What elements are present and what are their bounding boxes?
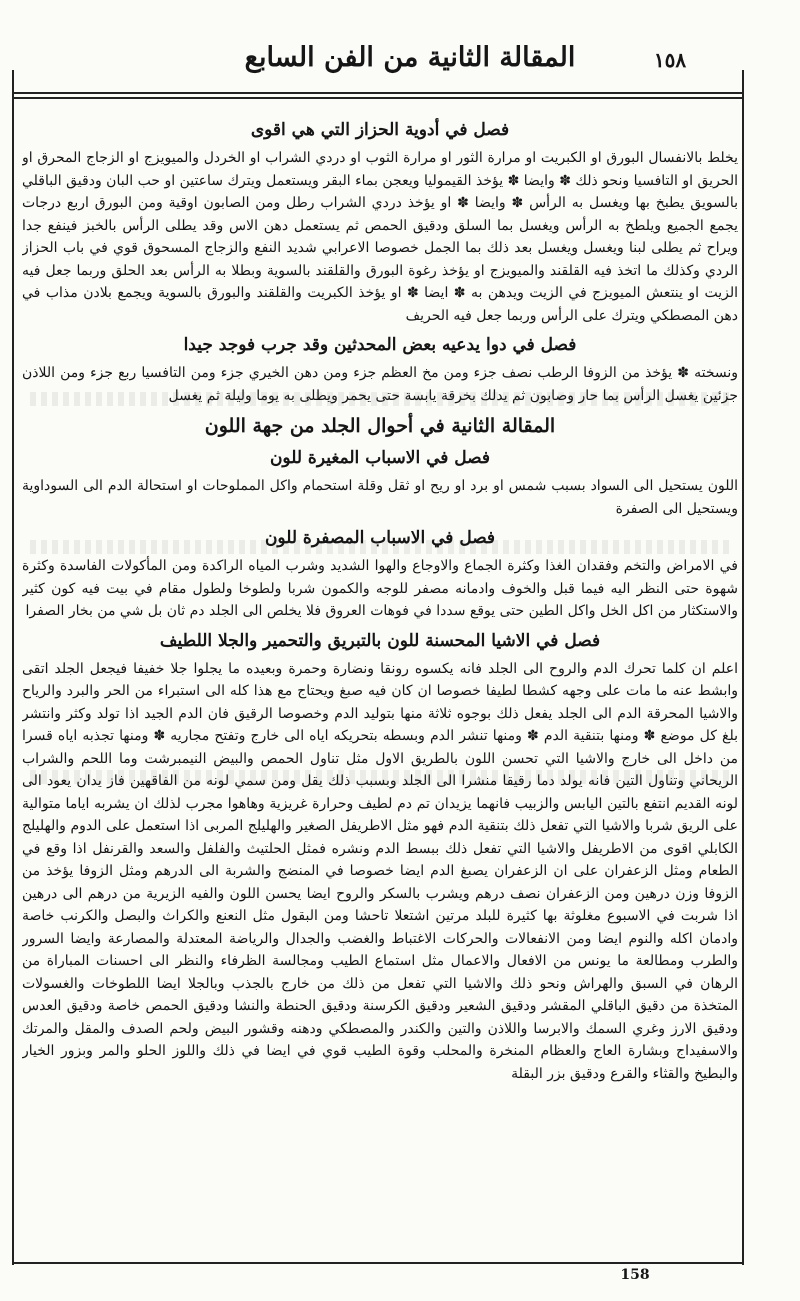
section-paragraph: ونسخته ✽ يؤخذ من الزوفا الرطب نصف جزء ومن مخ العظم جزء ومن دهن الخيري جزء ومن التافسيا ربع جزء ومن اللاذن جزئين يغسل الرأس بما حار وصابون ثم يدلك بخرقة يابسة حتى يحمر ويطلى به يوما وليلة ثم يغسل <box>22 365 738 404</box>
chapter-heading: المقالة الثانية في أحوال الجلد من جهة اللون <box>204 415 556 437</box>
footer-rule <box>12 1262 744 1264</box>
right-page-border <box>742 70 744 1265</box>
section-heading: فصل في دوا يدعيه بعض المحدثين وقد جرب فوجد جيدا <box>183 335 577 355</box>
left-page-border <box>12 70 14 1265</box>
section-heading: فصل في الاشيا المحسنة للون بالتبريق والتحمير والجلا اللطيف <box>159 630 601 651</box>
section-paragraph: في الامراض والتخم وفقدان الغذا وكثرة الجماع والاوجاع والهوا الشديد وشرب المياه الراكدة ومن المأكولات الفاسدة وكثرة شهوة حتى النظر اليه فيما قبل والخوف وادمانه مصفر للوجه والكمون شربا ولطوخا ولطول مقام في بيت فيه كون كثير والاستكثار من اكل الخل واكل الطين حتى يوقع سددا في فوهات العروق فلا يخلص الى الجلد دم ثان بل شي من بخار الصفرا <box>22 558 738 619</box>
section-heading: فصل في أدوية الحزاز التي هي اقوى <box>250 120 510 140</box>
page-number-bottom: 158 <box>620 1267 650 1283</box>
section-heading: فصل في الاسباب المغيرة للون <box>269 448 491 468</box>
header-rule-top <box>12 92 744 94</box>
section-paragraph: اعلم ان كلما تحرك الدم والروح الى الجلد فانه يكسوه رونقا ونضارة وحمرة وبعيده ما يجلوا جلا خفيفا فيجعل الجلد اتقى وابشط عنه ما مات على وجهه كشطا لطيفا خصوصا ان كان فيه صبغ ويحتاج مع هذا كله الى استبراء من الحر والبرد والرياح والاشيا المحرقة الدم الى الجلد يفعل ذلك بوجوه ثلاثة منها بتوليد الدم وخصوصا الرقيق فان الدم الجيد اذا تولد وكثر وانتشر بلغ كل موضع ✽ ومنها بتنقية الدم ✽ ومنها تنشر الدم وبسطه بتحريكه اياه الى خارج وتفتح مجاريه ✽ ومنها تجذبه اياه قسرا من داخل الى خارج والاشيا التي تحسن اللون بالطريق الاول مثل تناول الحمص والبيض النيمبرشت وما اللحم والشراب الريحاني وتناول التين فانه يولد دما رقيقا منشرا الى الجلد وبسبب ذلك يقل ومن سمي لونه من الفاقهين فاز يدان يعود الى لونه القديم انتفع بالتين اليابس والزبيب فانهما يزيدان تم دم لطيف وحرارة غريزية وهاهوا مجرب لذلك ان يشربه اياما متوالية على الريق شربا والاشيا التي تفعل ذلك بتنقية الدم فهو مثل الاطريفل الصغير والهليلج المربى اذا استعمل على الدوم والهليلج الكابلي اقوى من الاطريفل والاشيا التي تفعل ذلك ببسط الدم ونشره فمثل الحلتيث والفلفل والسعد والقرنفل اذا وقع في الطعام ومثل الزعفران على ان الزعفران يصبغ الدم ايضا خصوصا في المنضج والشربة الى الدرهم ومثل الزوفا يؤخذ من الزوفا وزن درهين ومن الزعفران نصف درهم ويشرب بالسكر والروح ايضا يحسن اللون والفيه الزيرية من درهم الى درهين اذا شربت في الاسبوع مغلوثة بها كثيرة للبلد مرتين اشتعلا تاحشا ومن البقول مثل النعنع والكراث والبصل والكرنب خاصة وادمان اكله والنوم ايضا ومن الانفعالات والحركات الاغتباط والغضب والجدال والرياضة المعتدلة والمصارعة وايضا السرور والطرب ومطالعة ما يونس من الافعال والاعمال مثل استماع الطيب ومجالسة الظرفاء والنظر الى احسنات المباراة من الرهان في السبق والهراش ونحو ذلك والاشيا التي تفعل من ذلك من خارج بالجذب وبالجلا ايضا اللطوخات والغسولات المتخذة من دقيق الباقلي المقشر ودقيق الشعير ودقيق الكرسنة ودقيق الحنطة والنشا ودقيق الحمص خاصة ودقيق العدس ودقيق الارز وغري السمك والابرسا واللاذن والتين والكندر والمصطكي ودهنه وقشور البيض ولحم الصدف والمقل والمرتك والاسفيداج وبشارة العاج والعظام المنخرة والمحلب وقوة الطيب قوي في ايضا في ذلك واللوز الحلو والمر وبزور الخيار والبطيخ والقثاء والقرع ودقيق بزر البقلة <box>22 660 738 1082</box>
section-paragraph: يخلط بالانفسال البورق او الكبريت او مرارة الثور او مرارة الثوب او دردي الشراب او الخردل والميويزج او الزجاج المحرق او الحريق او التافسيا ونحو ذلك ✽ وايضا ✽ يؤخذ القيموليا ويعجن بماء البقر ويستعمل ويترك ساعتين او حب البان ودقيق الباقلي بالسويق يطبخ بها ويغسل به الرأس ✽ وايضا ✽ او يؤخذ دردي الشراب رطل ومن الصابون اوقية ومن البورق اربع درجات يجمع الجميع ويلطخ به الرأس ويغسل بما السلق ودقيق الحمص ثم يستعمل دهن الاس وقد يطلى الرأس بالخبز فينفع جدا ويراح ثم يطلى لبنا ويغسل ويغسل بعد ذلك بما الجمل خصوصا الاعرابي شديد النفع والزجاج المسحوق قوي في باب الحزاز الردي وكذلك ما اتخذ فيه القلقند والميويزج او يؤخذ رغوة البورق والقلقند بالسوية وبطلا به الرأس بعد الحلق وربما جعل فيه الزيت او ينتعش الميويزج في الزيت ويدهن به ✽ ايضا ✽ او يؤخذ الكبريت والقلقند والبورق بالسوية ويجمع بلادن مذاب في دهن المصطكي ويترك على الرأس وربما جعل فيه الحريف <box>22 150 738 324</box>
header-rule-bottom <box>12 97 744 99</box>
section-paragraph: اللون يستحيل الى السواد بسبب شمس او برد او ريح او ثقل وقلة استحمام واكل المملوحات او استحالة الدم الى السوداوية ويستحيل الى الصفرة <box>22 478 738 517</box>
page-body <box>22 112 738 1262</box>
section-heading: فصل في الاسباب المصفرة للون <box>264 528 496 548</box>
running-head: المقالة الثانية من الفن السابع <box>244 42 576 73</box>
page-number-top: ١٥٨ <box>653 48 687 72</box>
